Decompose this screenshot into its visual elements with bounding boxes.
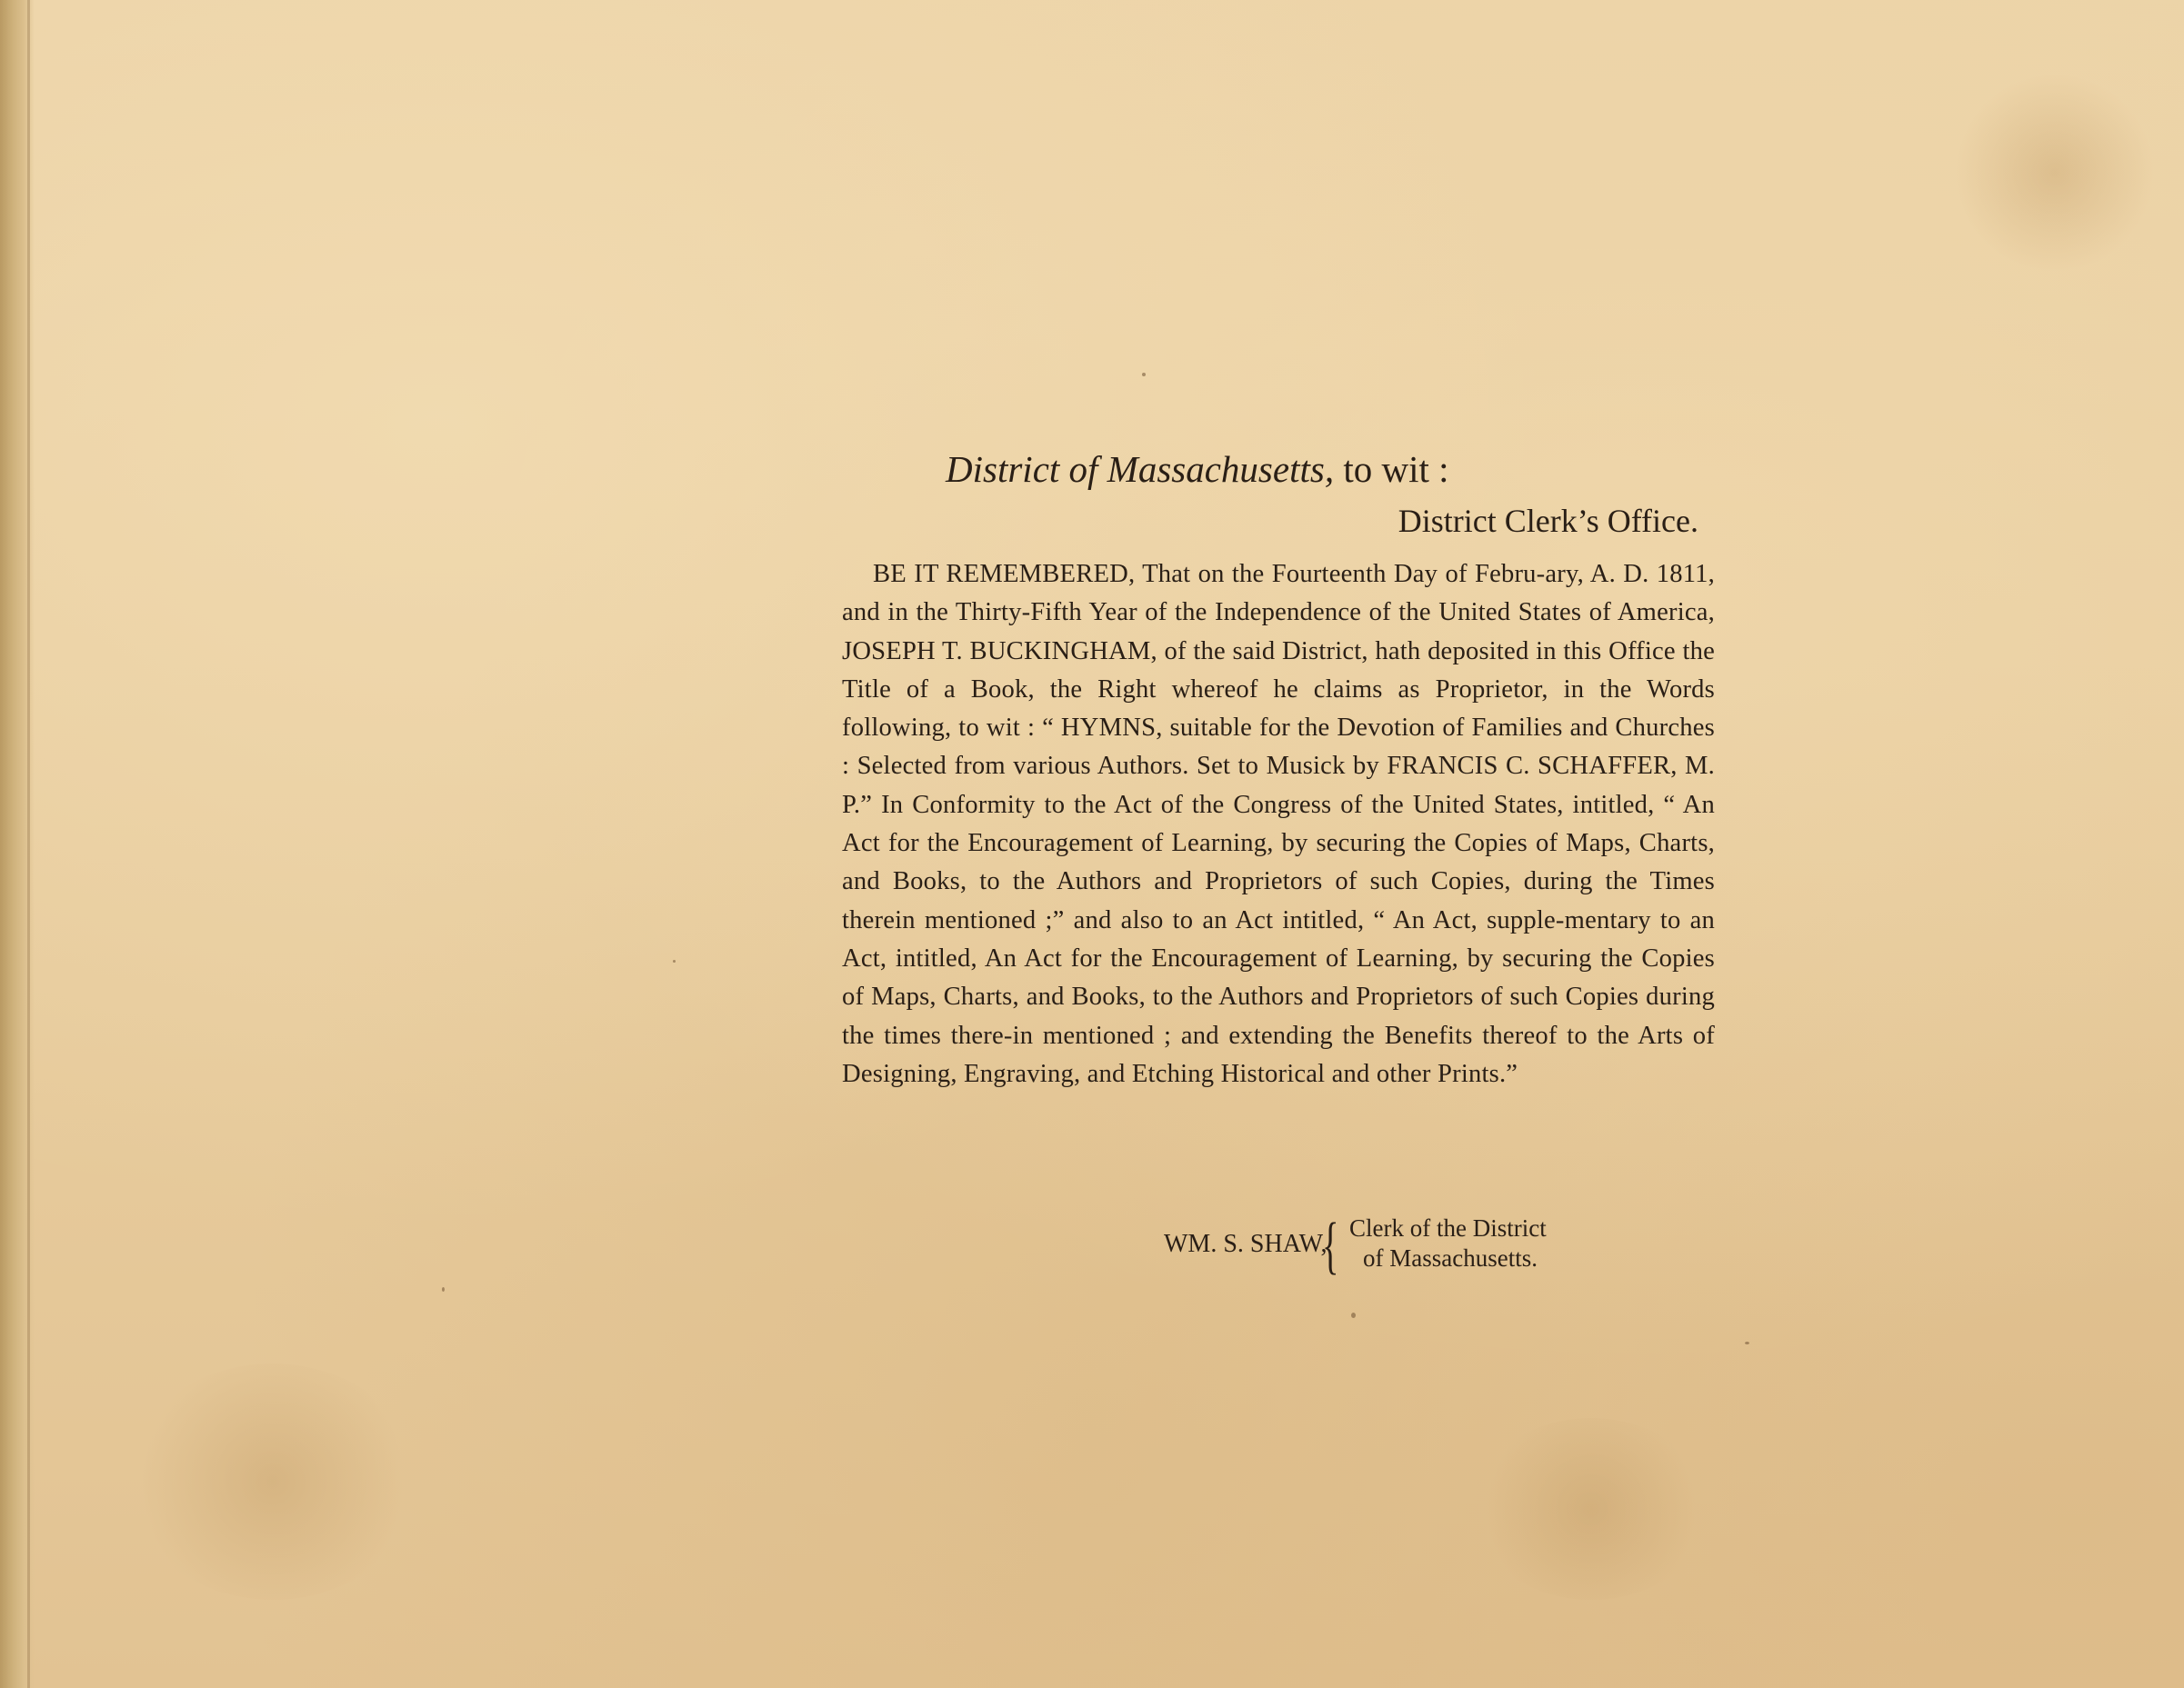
notice-body: BE IT REMEMBERED, That on the Fourteenth Day of Febru-ary, A. D. 1811, and in the Thirty-Fifth Year of the Independence of the United States of America, JOSEPH T. BUCKINGHAM, of the said District, hath deposited in this Office the Title of a Book, the Right whereof he claims as Proprietor, in the Words following, to wit : “ HYMNS, suitable for the Devotion of Families and Churches : Selected from various Authors. Set to Musick by FRANCIS C. SCHAFFER, M. P.” In Conformity to the Act of the Congress of the United States, intitled, “ An Act for the Encouragement of Learning, by securing the Copies of Maps, Charts, and Books, to the Authors and Proprietors of such Copies, during the Times therein mentioned ;” and also to an Act intitled, “ An Act, supple-mentary to an Act, intitled, An Act for the Encouragement of Learning, by securing the Copies of Maps, Charts, and Books, to the Authors and Proprietors of such Copies during the times there-in mentioned ; and extending the Benefits thereof to the Arts of Designing, Engraving, and Etching Historical and other Prints.” [842,560,1715,1088]
heading-to-wit: to wit : [1334,448,1449,490]
clerk-title-line2: of Massachusetts. [1363,1244,1538,1272]
brace-glyph: { [1322,1211,1339,1281]
heading-district: District of Massachusetts, [946,448,1335,490]
paper-stain [1473,1418,1709,1600]
paper-speck [673,960,676,963]
paper-speck [1351,1313,1356,1318]
office-subheading: District Clerk’s Office. [1398,503,1698,539]
clerk-name: WM. S. SHAW, [1164,1230,1327,1258]
paper-speck [1142,373,1146,376]
paper-speck [1745,1342,1749,1344]
clerk-signature [1164,1211,1709,1286]
clerk-title-line1: Clerk of the District [1349,1214,1547,1242]
binding-crease [27,0,30,1688]
paper-stain [127,1363,418,1600]
paper-speck [442,1287,445,1292]
page-title [946,442,1449,496]
clerk-title [1349,1214,1547,1273]
paper-stain [1955,73,2155,273]
